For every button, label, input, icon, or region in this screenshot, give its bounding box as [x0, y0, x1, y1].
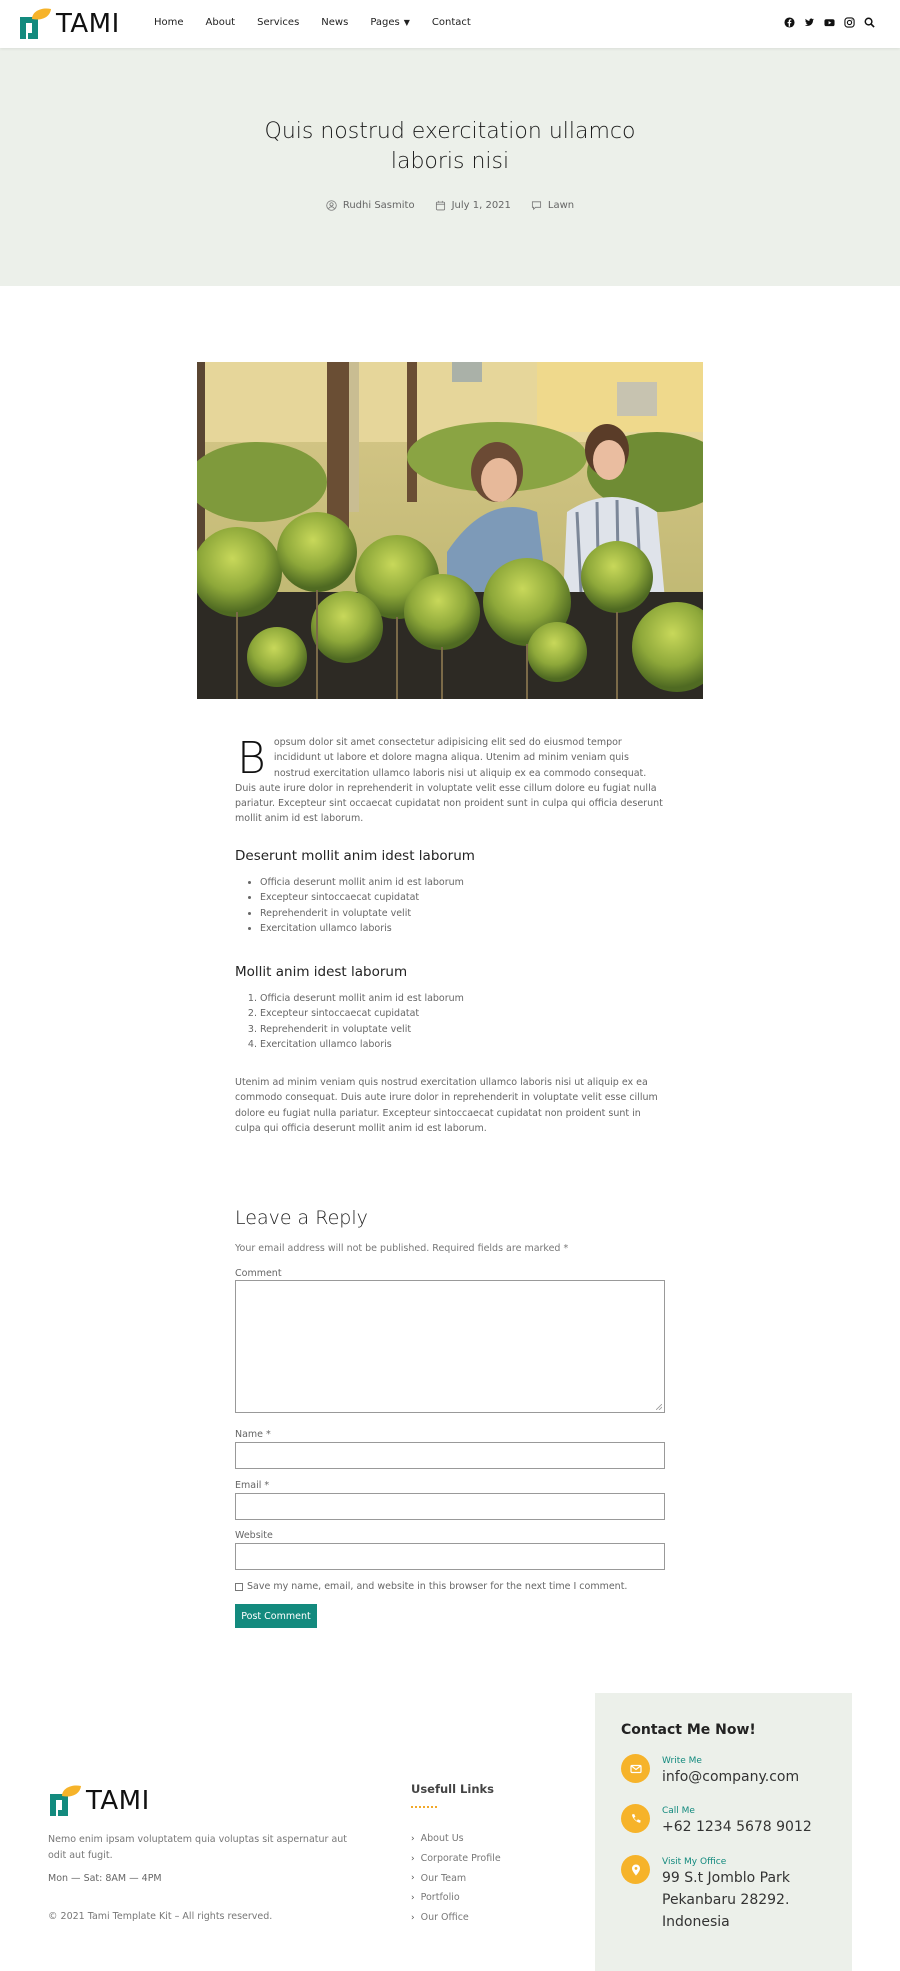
name-field[interactable]: [235, 1442, 665, 1469]
list-item: • Reprehenderit in voluptate velit: [260, 906, 464, 921]
phone-icon-circle: [621, 1804, 650, 1833]
site-header: [0, 0, 900, 48]
facebook-icon[interactable]: [784, 17, 795, 28]
footer-link-label: Our Office: [420, 1912, 469, 1924]
contact-address[interactable]: [621, 1855, 790, 1933]
comment-label: Comment: [235, 1268, 282, 1279]
user-icon: [326, 200, 337, 211]
nav-pages[interactable]: [370, 17, 410, 28]
list-item: 1. Officia deserunt mollit anim id est laborum: [260, 991, 464, 1006]
footer-links-divider: [411, 1806, 437, 1808]
footer-link-corporate-profile[interactable]: [411, 1849, 501, 1869]
meta-date[interactable]: [435, 200, 511, 211]
site-logo[interactable]: [18, 7, 120, 41]
footer-link-our-office[interactable]: [411, 1908, 501, 1928]
meta-date-text: July 1, 2021: [451, 200, 511, 211]
youtube-icon[interactable]: [824, 17, 835, 28]
footer-logo-text: TAMI: [86, 1786, 150, 1816]
main-nav: [154, 17, 471, 28]
phone-icon: [629, 1812, 643, 1826]
footer-link-label: About Us: [420, 1833, 464, 1845]
logo-text: TAMI: [56, 9, 120, 39]
nav-news[interactable]: News: [321, 17, 349, 28]
meta-category[interactable]: [531, 200, 574, 211]
contact-email-value: info@company.com: [662, 1769, 800, 1785]
comment-icon: [531, 200, 542, 211]
post-meta: [0, 200, 900, 211]
chevron-right-icon: ›: [411, 1912, 415, 1923]
save-info-label: Save my name, email, and website in this browser for the next time I comment.: [247, 1581, 628, 1592]
chevron-right-icon: ›: [411, 1873, 415, 1884]
nav-home[interactable]: Home: [154, 17, 184, 28]
reply-title: Leave a Reply: [235, 1207, 368, 1229]
contact-phone-value: +62 1234 5678 9012: [662, 1819, 812, 1835]
contact-address-label: Visit My Office: [662, 1857, 727, 1867]
section-heading-1: Deserunt mollit anim idest laborum: [235, 848, 475, 864]
footer-links-title: Usefull Links: [411, 1782, 495, 1796]
chevron-right-icon: ›: [411, 1892, 415, 1903]
section-heading-2: Mollit anim idest laborum: [235, 964, 408, 980]
email-icon-circle: [621, 1754, 650, 1783]
chevron-right-icon: ›: [411, 1833, 415, 1844]
location-icon-circle: [621, 1855, 650, 1884]
list-item: • Excepteur sintoccaecat cupidatat: [260, 890, 464, 905]
email-field[interactable]: [235, 1493, 665, 1520]
chevron-right-icon: ›: [411, 1853, 415, 1864]
footer-hours: Mon — Sat: 8AM — 4PM: [48, 1873, 162, 1884]
contact-box-title: Contact Me Now!: [621, 1722, 756, 1738]
contact-phone[interactable]: [621, 1804, 812, 1838]
footer-link-label: Our Team: [420, 1872, 467, 1884]
contact-email[interactable]: [621, 1754, 799, 1788]
comment-textarea[interactable]: [235, 1280, 665, 1413]
list-item: • Exercitation ullamco laboris: [260, 921, 464, 936]
list-item: 2. Excepteur sintoccaecat cupidatat: [260, 1006, 464, 1021]
meta-category-text: Lawn: [547, 200, 575, 211]
calendar-icon: [435, 200, 446, 211]
nav-pages-label: Pages: [370, 17, 400, 28]
resize-handle-icon[interactable]: [656, 1404, 662, 1410]
post-intro-text: opsum dolor sit amet consectetur adipisicing elit sed do eiusmod tempor incididunt ut labore et dolore magna aliqua. Utenim ad minim veniam quis nostrud exercitation ullamco laboris nisi ut aliquip ex ea commodo consequat. Duis aute irure dolor in reprehenderit in voluptate velit esse cillum dolore eu fugiat nulla pariatur. Excepteur sint occaecat cupidatat non proident sunt in culpa qui officia deserunt mollit anim id est laborum.: [235, 737, 663, 825]
footer-link-our-team[interactable]: [411, 1868, 501, 1888]
website-field[interactable]: [235, 1543, 665, 1570]
footer-link-about[interactable]: [411, 1829, 501, 1849]
footer-copyright: © 2021 Tami Template Kit – All rights reserved.: [48, 1911, 273, 1922]
chevron-down-icon: ▼: [403, 18, 410, 27]
meta-author[interactable]: [326, 200, 415, 211]
name-label: Name *: [235, 1429, 271, 1440]
post-title: Quis nostrud exercitation ullamco laboris nisi: [264, 119, 636, 174]
email-icon: [629, 1762, 643, 1776]
featured-image: [197, 362, 703, 699]
numbered-list: [260, 991, 464, 1052]
contact-address-line: Indonesia: [662, 1914, 730, 1930]
footer-link-label: Portfolio: [420, 1892, 460, 1904]
footer-link-portfolio[interactable]: [411, 1888, 501, 1908]
dropcap: B: [237, 733, 266, 784]
twitter-icon[interactable]: [804, 17, 815, 28]
footer-link-label: Corporate Profile: [420, 1853, 501, 1865]
contact-address-line: 99 S.t Jomblo Park: [662, 1870, 790, 1886]
bullet-list: [260, 875, 464, 936]
nav-about[interactable]: About: [205, 17, 236, 28]
save-info-row: [235, 1581, 627, 1592]
reply-note: Your email address will not be published. Required fields are marked *: [235, 1243, 569, 1254]
location-pin-icon: [629, 1863, 643, 1877]
post-comment-button[interactable]: Post Comment: [235, 1604, 317, 1628]
logo-mark-icon: [48, 1784, 82, 1818]
contact-address-line: Pekanbaru 28292.: [662, 1892, 790, 1908]
footer-description: Nemo enim ipsam voluptatem quia voluptas sit aspernatur aut odit aut fugit.: [48, 1834, 348, 1861]
contact-phone-label: Call Me: [662, 1806, 695, 1816]
list-item: • Officia deserunt mollit anim id est laborum: [260, 875, 464, 890]
instagram-icon[interactable]: [844, 17, 855, 28]
nav-contact[interactable]: Contact: [431, 17, 471, 28]
website-label: Website: [235, 1530, 273, 1541]
email-label: Email *: [235, 1480, 270, 1491]
contact-box: [595, 1693, 852, 1971]
logo-mark-icon: [18, 7, 52, 41]
list-item: 4. Exercitation ullamco laboris: [260, 1037, 464, 1052]
search-icon[interactable]: [864, 17, 875, 28]
post-hero: [0, 48, 900, 286]
save-info-checkbox[interactable]: [235, 1583, 243, 1591]
footer-logo[interactable]: [48, 1784, 150, 1818]
list-item: 3. Reprehenderit in voluptate velit: [260, 1022, 464, 1037]
social-icons: [784, 17, 875, 28]
contact-email-label: Write Me: [662, 1756, 702, 1766]
post-closing: Utenim ad minim veniam quis nostrud exercitation ullamco laboris nisi ut aliquip ex ea commodo consequat. Duis aute irure dolor in reprehenderit in voluptate velit esse cillum dolore eu fugiat nulla pariatur. Excepteur sintoccaecat cupidatat non proident sunt in culpa qui officia deserunt mollit anim id est laborum.: [235, 1077, 658, 1134]
post-intro: [235, 735, 665, 827]
footer-links: [411, 1829, 501, 1927]
nav-services[interactable]: Services: [257, 17, 300, 28]
meta-author-name: Rudhi Sasmito: [342, 200, 415, 211]
